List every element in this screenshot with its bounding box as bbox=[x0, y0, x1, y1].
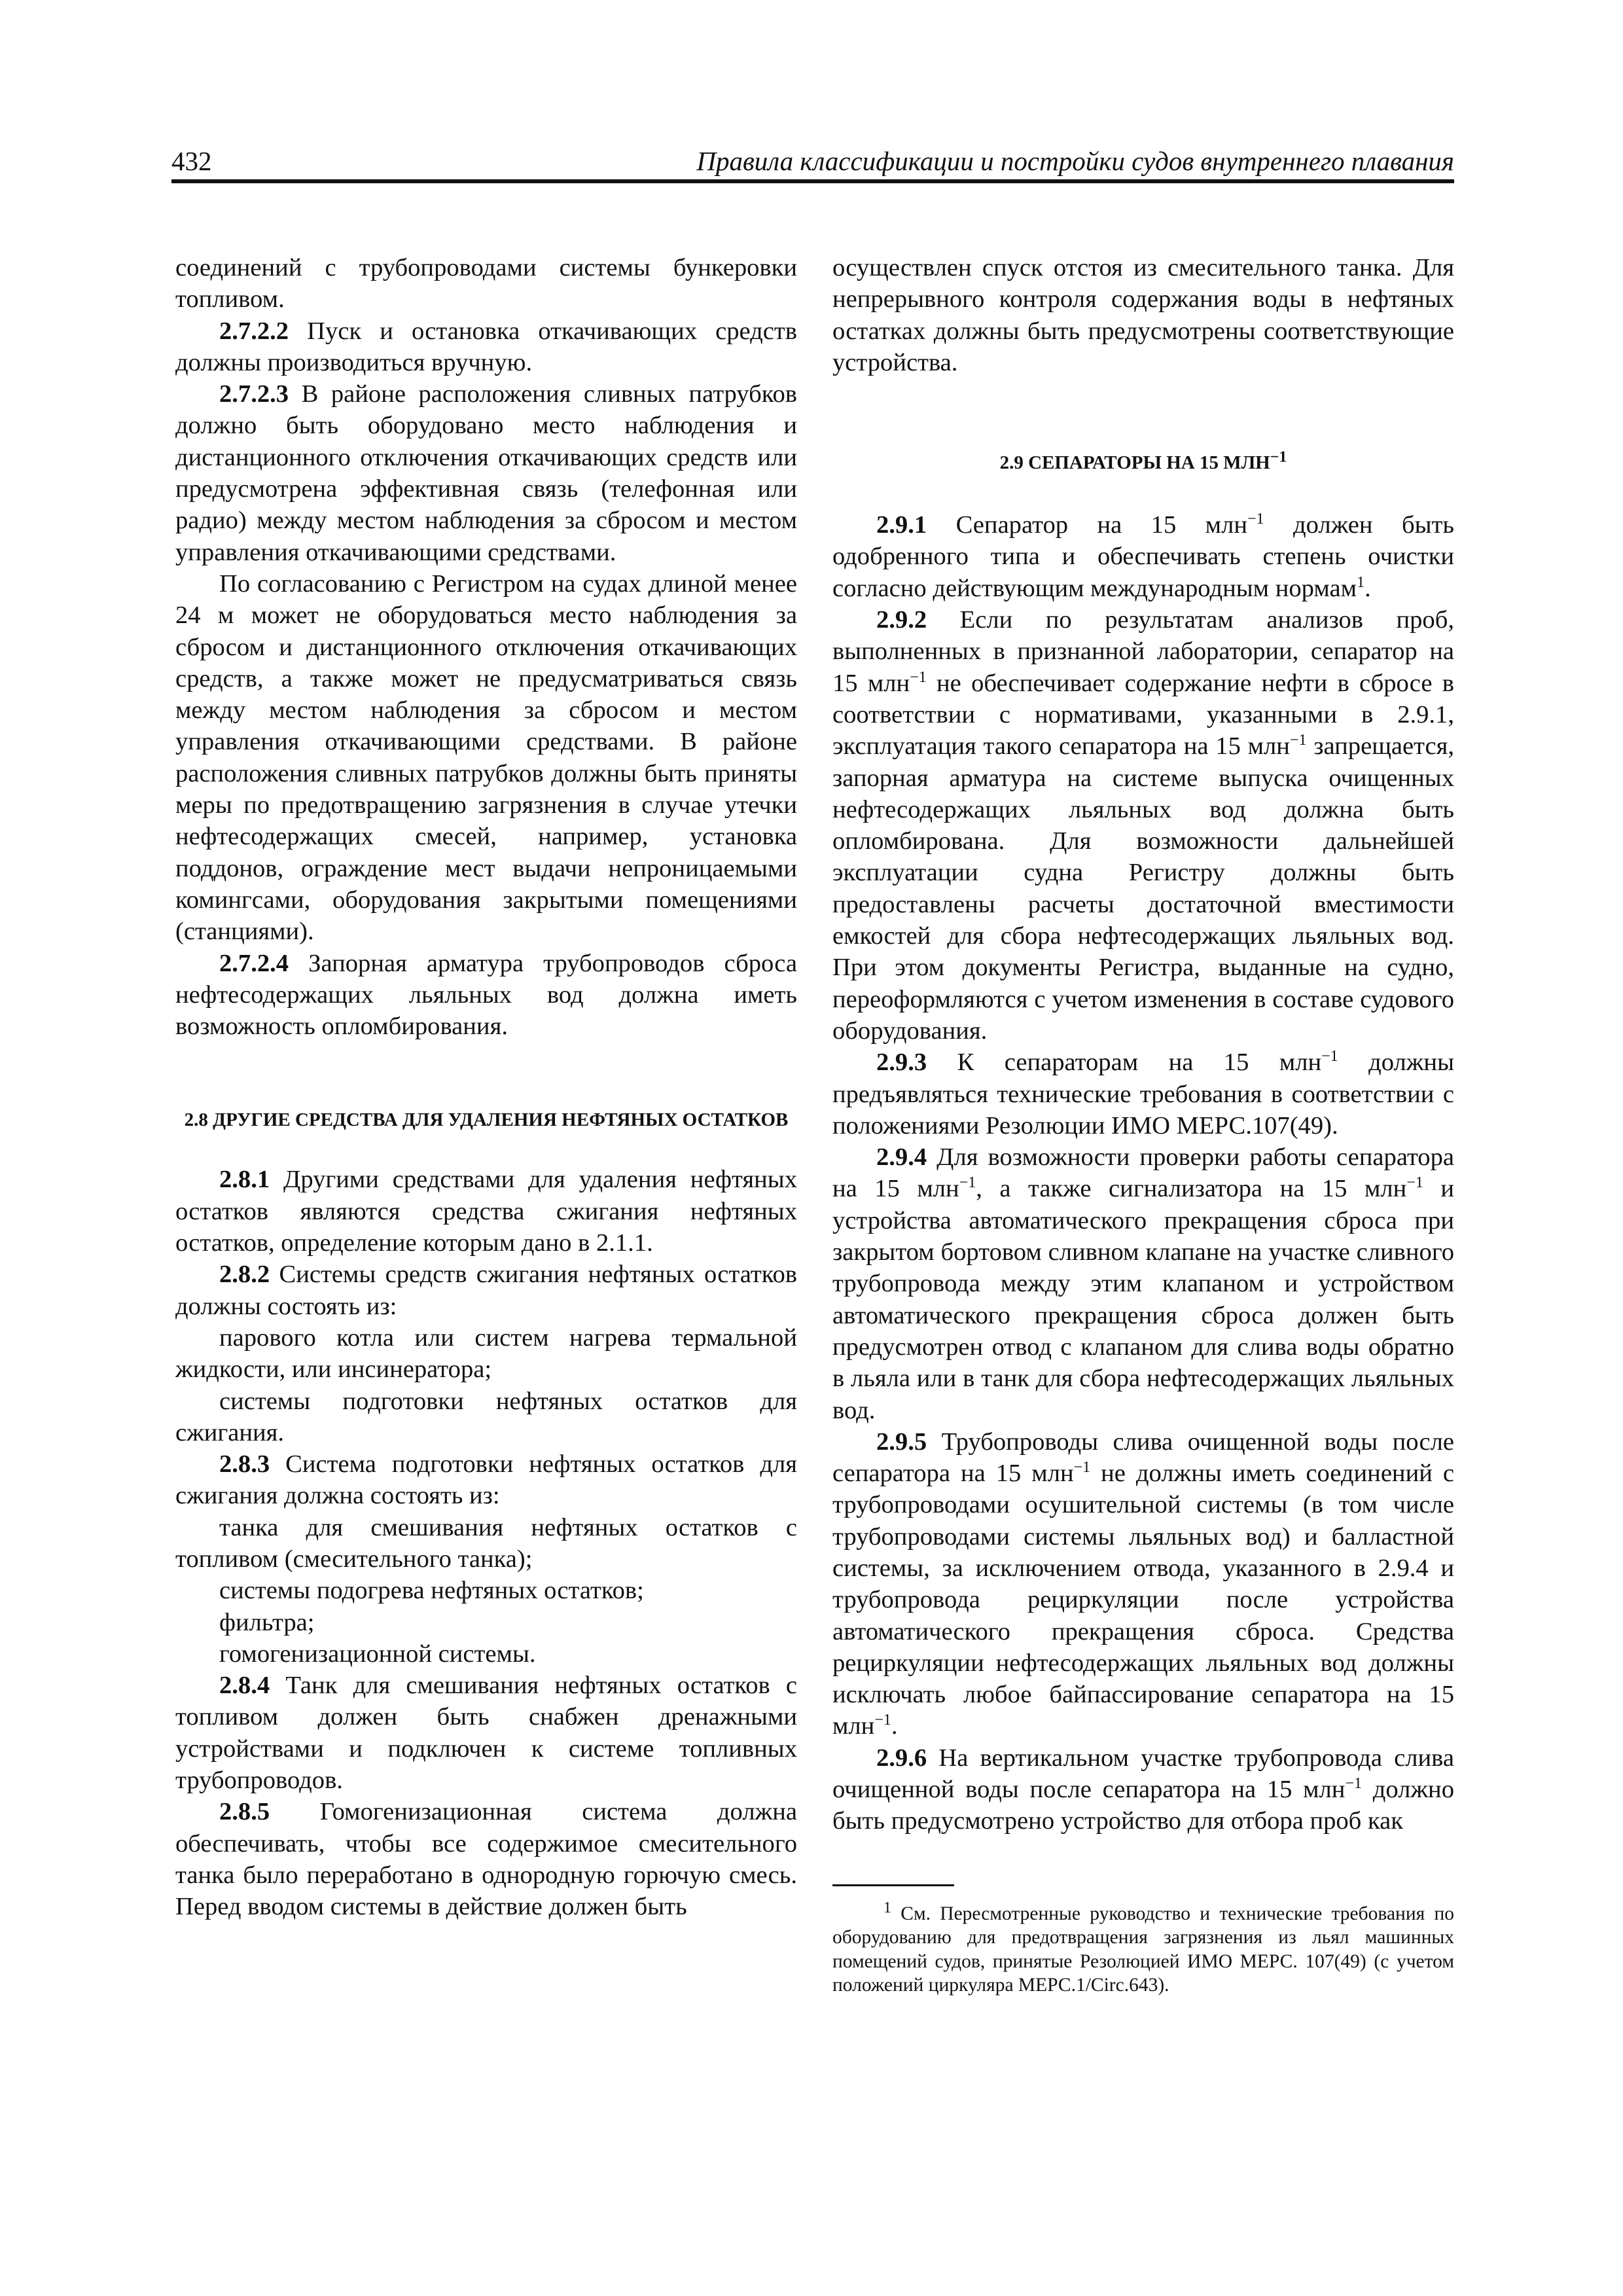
clause-text: Если по результатам анализов проб, выполненных в признанной лаборатории, сепаратор на 15 млн bbox=[832, 606, 1454, 697]
footnote bbox=[832, 1899, 1454, 1998]
clause-text: Гомогенизационная система должна обеспечивать, чтобы все содержимое смесительного танка было переработано в однородную горючую смесь. Перед вводом системы в действие должен быть bbox=[175, 1798, 797, 1921]
paragraph-2-9-2 bbox=[832, 604, 1454, 1047]
superscript: −1 bbox=[1247, 511, 1264, 528]
clause-text: должен быть одобренного типа и обеспечивать степень очистки согласно действующим международным нормам bbox=[832, 511, 1454, 602]
list-item: танка для смешивания нефтяных остатков с топливом (смесительного танка); bbox=[175, 1513, 797, 1573]
paragraph-2-8-1 bbox=[175, 1164, 797, 1259]
paragraph-continued: соединений с трубопроводами системы бункеровки топливом. bbox=[175, 254, 797, 314]
clause-text: , а также сигнализатора на 15 млн bbox=[976, 1175, 1407, 1203]
clause-number: 2.9.4 bbox=[876, 1143, 927, 1172]
clause-text: Система подготовки нефтяных остатков для сжигания должна состоять из: bbox=[175, 1450, 797, 1510]
clause-number: 2.9.5 bbox=[876, 1427, 927, 1456]
paragraph-2-8-4 bbox=[175, 1670, 797, 1796]
clause-text: . bbox=[1364, 574, 1371, 602]
clause-number: 2.8.1 bbox=[219, 1166, 270, 1194]
paragraph-2-7-2-3 bbox=[175, 378, 797, 568]
clause-text: Другими средствами для удаления нефтяных остатков являются средства сжигания нефтяных остатков, определение которым дано в 2.1.1. bbox=[175, 1166, 797, 1257]
section-heading-2-9 bbox=[832, 450, 1454, 475]
paragraph-2-7-2-2 bbox=[175, 315, 797, 379]
clause-text: Трубопроводы слива очищенной воды после сепаратора на 15 млн bbox=[832, 1427, 1454, 1488]
left-column bbox=[175, 252, 797, 1923]
clause-text: На вертикальном участке трубопровода слива очищенной воды после сепаратора на 15 млн bbox=[832, 1744, 1454, 1804]
footnote-rule bbox=[832, 1884, 954, 1886]
paragraph-continued: осуществлен спуск отстоя из смесительного танка. Для непрерывного контроля содержания воды в нефтяных остатках должны быть предусмотрены соответствующие устройства. bbox=[832, 254, 1454, 376]
page-number: 432 bbox=[171, 146, 212, 176]
list-item: системы подготовки нефтяных остатков для сжигания. bbox=[175, 1387, 797, 1446]
clause-number: 2.8.3 bbox=[219, 1450, 270, 1479]
clause-number: 2.7.2.3 bbox=[219, 380, 289, 408]
paragraph-2-9-5 bbox=[832, 1426, 1454, 1742]
superscript: −1 bbox=[910, 668, 927, 686]
heading-text: 2.9 СЕПАРАТОРЫ НА 15 МЛН bbox=[999, 452, 1270, 474]
clause-text: В районе расположения сливных патрубков должно быть оборудовано место наблюдения и дистанционного отключения откачивающих средств или предусмотрена эффективная связь (телефонная или радио) между местом наблюдения за сбросом и местом управления откачивающими средствами. bbox=[175, 380, 797, 566]
running-title: Правила классификации и постройки судов внутреннего плавания bbox=[696, 146, 1454, 176]
superscript: −1 bbox=[1073, 1459, 1091, 1477]
clause-text: Системы средств сжигания нефтяных остатков должны состоять из: bbox=[175, 1261, 797, 1320]
paragraph-2-9-1 bbox=[832, 509, 1454, 604]
section-heading-2-8: 2.8 ДРУГИЕ СРЕДСТВА ДЛЯ УДАЛЕНИЯ НЕФТЯНЫХ ОСТАТКОВ bbox=[184, 1109, 789, 1131]
list-item: системы подогрева нефтяных остатков; bbox=[219, 1577, 644, 1605]
clause-number: 2.8.2 bbox=[219, 1261, 270, 1289]
list-item: фильтра; bbox=[219, 1608, 315, 1636]
clause-number: 2.9.2 bbox=[876, 606, 927, 634]
header-rule bbox=[171, 179, 1454, 183]
paragraph-2-9-3 bbox=[832, 1047, 1454, 1141]
clause-text: К сепараторам на 15 млн bbox=[927, 1049, 1322, 1077]
clause-text: Танк для смешивания нефтяных остатков с топливом должен быть снабжен дренажными устройствами и подключен к системе топливных трубопроводов. bbox=[175, 1672, 797, 1795]
clause-text: Запорная арматура трубопроводов сброса нефтесодержащих льяльных вод должна иметь возможность опломбирования. bbox=[175, 949, 797, 1041]
list-item: парового котла или систем нагрева термальной жидкости, или инсинератора; bbox=[175, 1323, 797, 1384]
page-header bbox=[171, 145, 1454, 177]
clause-text: должно быть предусмотрено устройство для отбора проб как bbox=[832, 1776, 1454, 1835]
footnote-text: См. Пересмотренные руководство и технические требования по оборудованию для предотвращения загрязнения из льял машинных помещений судов, принятые Резолюцией ИМО МЕРС. 107(49) (с учетом положений циркуляра МЕРС.1/Circ.643). bbox=[832, 1903, 1454, 1996]
clause-text: запрещается, запорная арматура на системе выпуска очищенных нефтесодержащих льяльных вод должна быть опломбирована. Для возможности дальнейшей эксплуатации судна Регистру должны быть предоставлены расчеты достаточной вместимости емкостей для сбора нефтесодержащих льяльных вод. При этом документы Регистра, выданные на судно, переоформляются с учетом изменения в составе судового оборудования. bbox=[832, 732, 1454, 1045]
right-column bbox=[832, 252, 1454, 1998]
clause-text: Сепаратор на 15 млн bbox=[927, 511, 1247, 539]
clause-text: не обеспечивает содержание нефти в сбросе в соответствии с нормативами, указанными в 2.9.1, эксплуатация такого сепаратора на 15 млн bbox=[832, 669, 1454, 761]
superscript: −1 bbox=[1406, 1174, 1423, 1192]
clause-number: 2.7.2.4 bbox=[219, 949, 289, 977]
paragraph-2-8-5 bbox=[175, 1796, 797, 1922]
paragraph-2-8-3 bbox=[175, 1448, 797, 1512]
footnote-mark: 1 bbox=[883, 1899, 891, 1916]
paragraph-2-7-2-4 bbox=[175, 948, 797, 1043]
superscript: −1 bbox=[1270, 448, 1287, 466]
paragraph-2-9-4 bbox=[832, 1141, 1454, 1426]
superscript: −1 bbox=[1321, 1048, 1338, 1066]
superscript: −1 bbox=[874, 1712, 891, 1729]
clause-number: 2.9.3 bbox=[876, 1049, 927, 1077]
superscript: −1 bbox=[959, 1174, 976, 1192]
clause-number: 2.9.6 bbox=[876, 1744, 927, 1772]
clause-text: и устройства автоматического прекращения сброса при закрытом бортовом сливном клапане на участке сливного трубопровода между этим клапаном и устройством автоматического прекращения сброса должен быть предусмотрен отвод с клапаном для слива воды обратно в льяла или в танк для сбора нефтесодержащих льяльных вод. bbox=[832, 1175, 1454, 1424]
paragraph-2-9-6 bbox=[832, 1742, 1454, 1837]
clause-text: . bbox=[891, 1712, 898, 1740]
paragraph-register-agreement: По согласованию с Регистром на судах длиной менее 24 м может не оборудоваться место наблюдения за сбросом и дистанционного отключения откачивающих средств, а также может не предусматриваться связь между местом наблюдения за сбросом и местом управления откачивающими средствами. В районе расположения сливных патрубков должны быть приняты меры по предотвращению загрязнения в случае утечки нефтесодержащих смесей, например, установка поддонов, ограждение мест выдачи непроницаемыми комингсами, оборудования закрытыми помещениями (станциями). bbox=[175, 569, 797, 946]
clause-number: 2.7.2.2 bbox=[219, 317, 289, 345]
clause-text: Для возможности проверки работы сепаратора на 15 млн bbox=[832, 1143, 1454, 1203]
clause-text: не должны иметь соединений с трубопроводами осушительной системы (в том числе трубопроводами системы льяльных вод) и балластной системы, за исключением отвода, указанного в 2.9.4 и трубопровода рециркуляции после устройства автоматического прекращения сброса. Средства рециркуляции нефтесодержащих льяльных вод должны исключать любое байпассирование сепаратора на 15 млн bbox=[832, 1460, 1454, 1740]
clause-number: 2.8.5 bbox=[219, 1798, 270, 1826]
paragraph-2-8-2 bbox=[175, 1259, 797, 1322]
clause-number: 2.9.1 bbox=[876, 511, 927, 539]
superscript: −1 bbox=[1345, 1775, 1363, 1793]
clause-number: 2.8.4 bbox=[219, 1672, 270, 1700]
superscript: −1 bbox=[1289, 732, 1307, 749]
list-item: гомогенизационной системы. bbox=[219, 1640, 536, 1668]
footnote-reference[interactable]: 1 bbox=[1357, 573, 1365, 591]
clause-text: должны предъявляться технические требования в соответствии с положениями Резолюции ИМО МЕРС.107(49). bbox=[832, 1049, 1454, 1139]
clause-text: Пуск и остановка откачивающих средств должны производиться вручную. bbox=[175, 317, 797, 376]
